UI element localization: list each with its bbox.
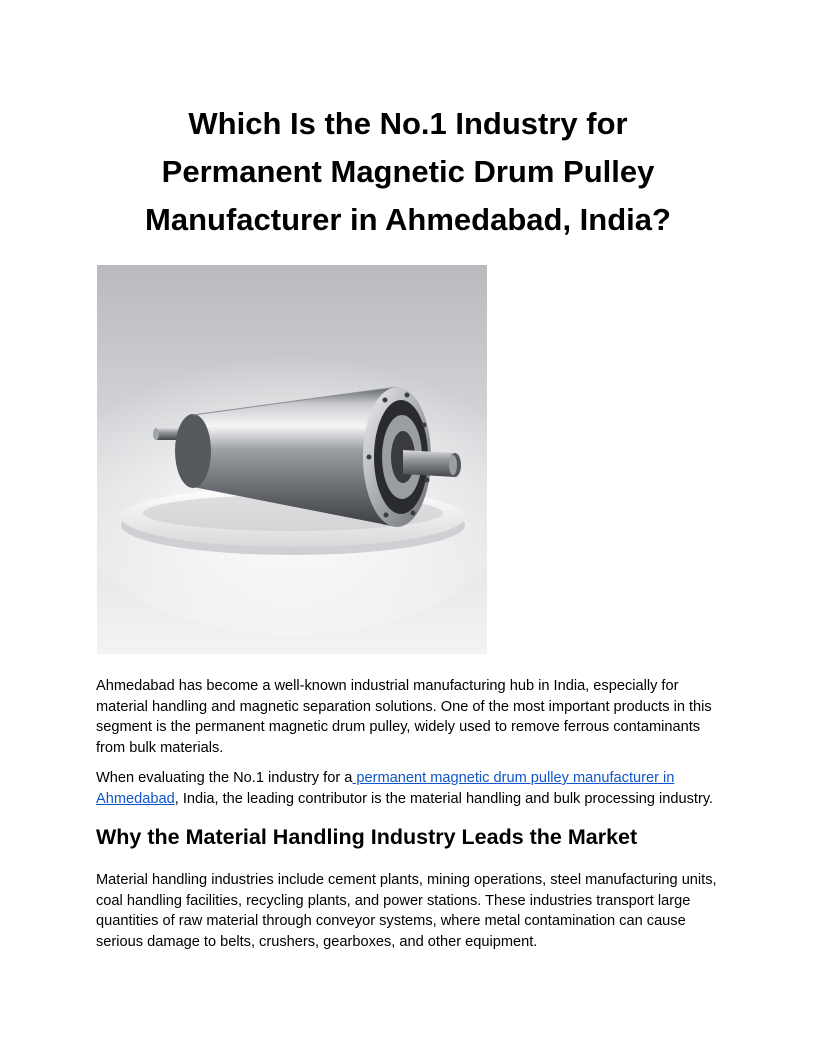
intro-paragraph (96, 676, 726, 758)
title-line: Permanent Magnetic Drum Pulley (161, 154, 655, 189)
section-heading: Why the Material Handling Industry Leads the Market (96, 825, 638, 849)
paragraph-line: Material handling industries include cement plants, mining operations, steel manufacturing units, (96, 872, 717, 888)
paragraph-line: Ahmedabad has become a well-known industrial manufacturing hub in India, especially for (96, 678, 679, 694)
paragraph-line: material handling and magnetic separation solutions. One of the most important products in this (96, 698, 712, 715)
paragraph-text: , India, the leading contributor is the material handling and bulk processing industry. (174, 790, 714, 807)
title-line: Which Is the No.1 Industry for (188, 106, 628, 141)
paragraph-line (96, 768, 726, 789)
paragraph-line (96, 789, 726, 810)
paragraph-line: segment is the permanent magnetic drum pulley, widely used to remove ferrous contaminants (96, 719, 701, 735)
paragraph-line: quantities of raw material through conveyor systems, where metal contamination can cause (96, 913, 686, 929)
evaluation-paragraph (96, 768, 726, 809)
section-paragraph (96, 870, 726, 952)
page-title (96, 100, 720, 244)
drum-pulley-image (97, 265, 487, 654)
manufacturer-link[interactable]: permanent magnetic drum pulley manufacturer in (352, 770, 675, 786)
title-line: Manufacturer in Ahmedabad, India? (145, 202, 671, 237)
manufacturer-link-continued[interactable]: Ahmedabad (96, 790, 175, 807)
drum-pulley-illustration (97, 265, 487, 654)
paragraph-text: When evaluating the No.1 industry for a (96, 770, 353, 786)
paragraph-line: serious damage to belts, crushers, gearboxes, and other equipment. (96, 933, 538, 950)
paragraph-line: coal handling facilities, recycling plants, and power stations. These industries transport large (96, 892, 691, 909)
paragraph-line: from bulk materials. (96, 739, 224, 756)
